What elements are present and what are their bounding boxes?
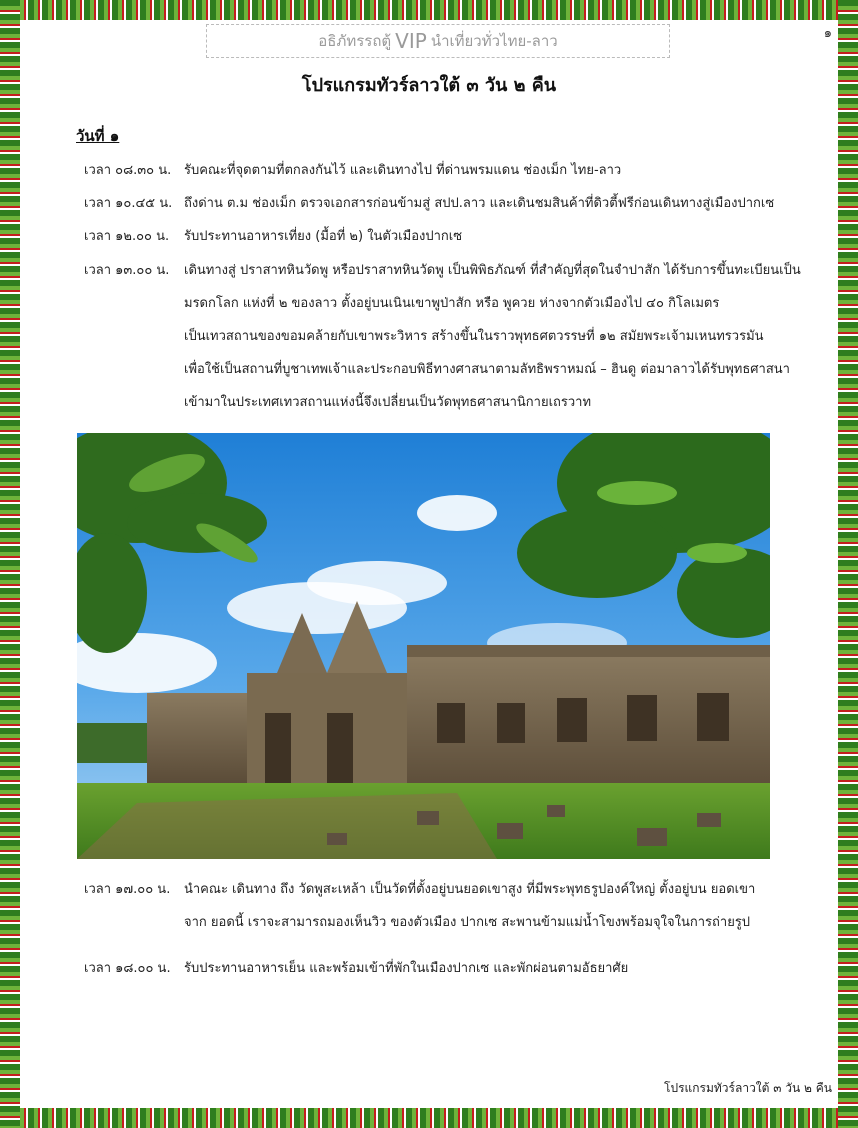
document-title: โปรแกรมทัวร์ลาวใต้ ๓ วัน ๒ คืน — [301, 75, 557, 96]
page-number: ๑ — [823, 26, 832, 41]
entry-time: เวลา ๑๒.๐๐ น. — [84, 229, 170, 244]
entry-text: นำคณะ เดินทาง ถึง วัดพูสะเหล้า เป็นวัดที่ตั้งอยู่บนยอดเขาสูง ที่มีพระพุทธรูปองค์ใหญ่ ตั้งอยู่บน ยอดเขา — [184, 882, 756, 897]
header-suffix: นำเที่ยวทั่วไทย-ลาว — [430, 32, 558, 50]
entry-time: เวลา ๑๘.๐๐ น. — [84, 961, 171, 976]
entry-text: ถึงด่าน ต.ม ช่องเม็ก ตรวจเอกสารก่อนข้ามสู่ สปป.ลาว และเดินชมสินค้าที่ดิวตี้ฟรีก่อนเดินทางสู่เมืองปากเซ — [184, 196, 775, 211]
page-footer: โปรแกรมทัวร์ลาวใต้ ๓ วัน ๒ คืน — [664, 1081, 832, 1095]
entry-text: จาก ยอดนี้ เราจะสามารถมองเห็นวิว ของตัวเมือง ปากเซ สะพานข้ามแม่น้ำโขงพร้อมจุใจในการถ่ายรูป — [184, 915, 751, 930]
entry-time: เวลา ๑๗.๐๐ น. — [84, 882, 171, 897]
entry-text: รับคณะที่จุดตามที่ตกลงกันไว้ และเดินทางไป ที่ด่านพรมแดน ช่องเม็ก ไทย-ลาว — [184, 163, 622, 178]
entry-text: มรดกโลก แห่งที่ ๒ ของลาว ตั้งอยู่บนเนินเขาพูป่าสัก หรือ พูควย ห่างจากตัวเมืองไป ๔๐ กิโลเมตร — [184, 296, 720, 311]
entry-text: เดินทางสู่ ปราสาทหินวัดพู หรือปราสาทหินวัดพู เป็นพิพิธภัณฑ์ ที่สำคัญที่สุดในจำปาสัก ได้รับการขึ้นทะเบียนเป็น — [184, 263, 801, 278]
ivy-border-left — [0, 0, 20, 1128]
company-header — [206, 24, 670, 58]
entry-time: เวลา ๑๓.๐๐ น. — [84, 263, 170, 278]
ivy-border-bottom — [0, 1108, 858, 1128]
header-vip: VIP — [395, 29, 427, 53]
ivy-border-top — [0, 0, 858, 20]
entry-text: เข้ามาในประเทศเทวสถานแห่งนี้จึงเปลี่ยนเป็นวัดพุทธศาสนานิกายเถรวาท — [184, 395, 592, 410]
entry-time: เวลา ๑๐.๔๕ น. — [84, 196, 173, 211]
header-prefix: อธิภัทรรถตู้ — [318, 32, 392, 50]
wat-phou-photo — [77, 433, 770, 859]
entry-text: เป็นเทวสถานของขอมคล้ายกับเขาพระวิหาร สร้างขึ้นในราวพุทธศตวรรษที่ ๑๒ สมัยพระเจ้ามเหนทรวรมัน — [184, 329, 764, 344]
entry-time: เวลา ๐๘.๓๐ น. — [84, 163, 172, 178]
entry-text: รับประทานอาหารเย็น และพร้อมเข้าที่พักในเมืองปากเซ และพักผ่อนตามอัธยาศัย — [184, 961, 629, 976]
ivy-border-right — [838, 0, 858, 1128]
entry-text: เพื่อใช้เป็นสถานที่บูชาเทพเจ้าและประกอบพิธีทางศาสนาตามลัทธิพราหมณ์ – ฮินดู ต่อมาลาวได้รับพุทธศาสนา — [184, 362, 790, 377]
entry-text: รับประทานอาหารเที่ยง (มื้อที่ ๒) ในตัวเมืองปากเซ — [184, 229, 463, 244]
day-heading: วันที่ ๑ — [76, 127, 120, 145]
